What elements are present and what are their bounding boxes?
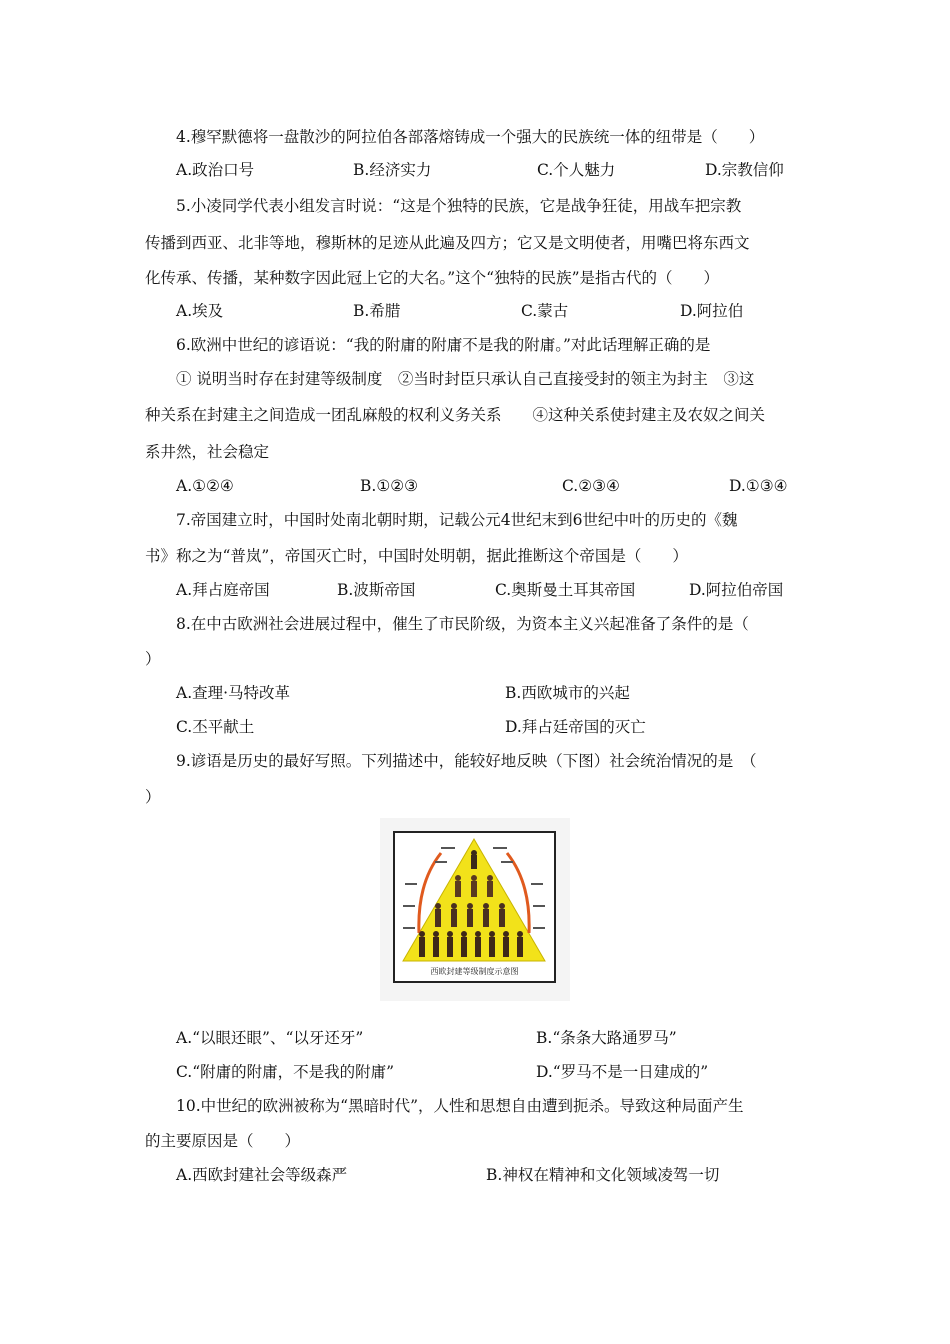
- question-5-option-d[interactable]: D.阿拉伯: [680, 302, 744, 320]
- question-8-option-d[interactable]: D.拜占廷帝国的灭亡: [505, 718, 646, 736]
- question-6-option-b[interactable]: B.①②③: [360, 477, 419, 495]
- question-8-option-b[interactable]: B.西欧城市的兴起: [505, 684, 630, 702]
- question-8-stem-line: ）: [145, 650, 161, 668]
- question-9-option-b[interactable]: B.“条条大路通罗马”: [536, 1029, 677, 1047]
- question-9-option-d[interactable]: D.“罗马不是一日建成的”: [536, 1063, 709, 1081]
- question-9-stem-line: 9.谚语是历史的最好写照。下列描述中，能较好地反映（下图）社会统治情况的是 （: [176, 752, 757, 770]
- question-4-option-c[interactable]: C.个人魅力: [537, 161, 616, 179]
- figure-frame: [393, 831, 556, 983]
- question-4-option-b[interactable]: B.经济实力: [353, 161, 432, 179]
- question-6-stem-line: 6.欧洲中世纪的谚语说：“我的附庸的附庸不是我的附庸。”对此话理解正确的是: [176, 336, 711, 354]
- question-8-option-c[interactable]: C.丕平献土: [176, 718, 255, 736]
- question-4-option-d[interactable]: D.宗教信仰: [705, 161, 784, 179]
- question-4-stem: 4.穆罕默德将一盘散沙的阿拉伯各部落熔铸成一个强大的民族统一体的纽带是（ ）: [176, 128, 765, 146]
- question-6-option-d[interactable]: D.①③④: [729, 477, 788, 495]
- question-5-stem-line: 5.小凌同学代表小组发言时说：“这是个独特的民族，它是战争狂徒，用战车把宗教: [176, 197, 742, 215]
- question-5-option-a[interactable]: A.埃及: [176, 302, 224, 320]
- question-7-stem-line: 7.帝国建立时，中国时处南北朝时期，记载公元4世纪末到6世纪中叶的历史的《魏: [176, 511, 738, 529]
- question-10-option-a[interactable]: A.西欧封建社会等级森严: [176, 1166, 348, 1184]
- feudal-hierarchy-figure: [380, 818, 570, 1001]
- question-6-option-c[interactable]: C.②③④: [562, 477, 620, 495]
- question-4-option-a[interactable]: A.政治口号: [176, 161, 255, 179]
- pyramid-illustration: [395, 833, 554, 981]
- question-9-stem-line: ）: [145, 788, 161, 806]
- question-6-option-a[interactable]: A.①②④: [176, 477, 234, 495]
- question-10-stem-line: 的主要原因是（ ）: [145, 1132, 301, 1150]
- question-6-stem-line: ① 说明当时存在封建等级制度 ②当时封臣只承认自己直接受封的领主为封主 ③这: [176, 370, 755, 388]
- figure-caption: 西欧封建等级制度示意图: [430, 967, 519, 976]
- question-7-option-c[interactable]: C.奥斯曼土耳其帝国: [495, 581, 636, 599]
- question-7-stem-line: 书》称之为“普岚”，帝国灭亡时，中国时处明朝，据此推断这个帝国是（ ）: [145, 547, 688, 565]
- question-6-stem-line: 系井然，社会稳定: [145, 443, 270, 461]
- question-7-option-d[interactable]: D.阿拉伯帝国: [689, 581, 784, 599]
- question-8-stem-line: 8.在中古欧洲社会进展过程中，催生了市民阶级，为资本主义兴起准备了条件的是（: [176, 615, 749, 633]
- question-8-option-a[interactable]: A.查理·马特改革: [176, 684, 291, 702]
- question-5-stem-line: 化传承、传播，某种数字因此冠上它的大名。”这个“独特的民族”是指古代的（ ）: [145, 269, 720, 287]
- question-10-stem-line: 10.中世纪的欧洲被称为“黑暗时代”，人性和思想自由遭到扼杀。导致这种局面产生: [176, 1097, 744, 1115]
- question-5-stem-line: 传播到西亚、北非等地，穆斯林的足迹从此遍及四方；它又是文明使者，用嘴巴将东西文: [145, 234, 750, 252]
- question-10-option-b[interactable]: B.神权在精神和文化领域凌驾一切: [486, 1166, 720, 1184]
- question-9-option-c[interactable]: C.“附庸的附庸，不是我的附庸”: [176, 1063, 395, 1081]
- question-5-option-c[interactable]: C.蒙古: [521, 302, 569, 320]
- question-7-option-a[interactable]: A.拜占庭帝国: [176, 581, 270, 599]
- question-5-option-b[interactable]: B.希腊: [353, 302, 401, 320]
- question-9-option-a[interactable]: A.“以眼还眼”、“以牙还牙”: [176, 1029, 364, 1047]
- question-6-stem-line: 种关系在封建主之间造成一团乱麻般的权利义务关系 ④这种关系使封建主及农奴之间关: [145, 406, 766, 424]
- question-7-option-b[interactable]: B.波斯帝国: [337, 581, 416, 599]
